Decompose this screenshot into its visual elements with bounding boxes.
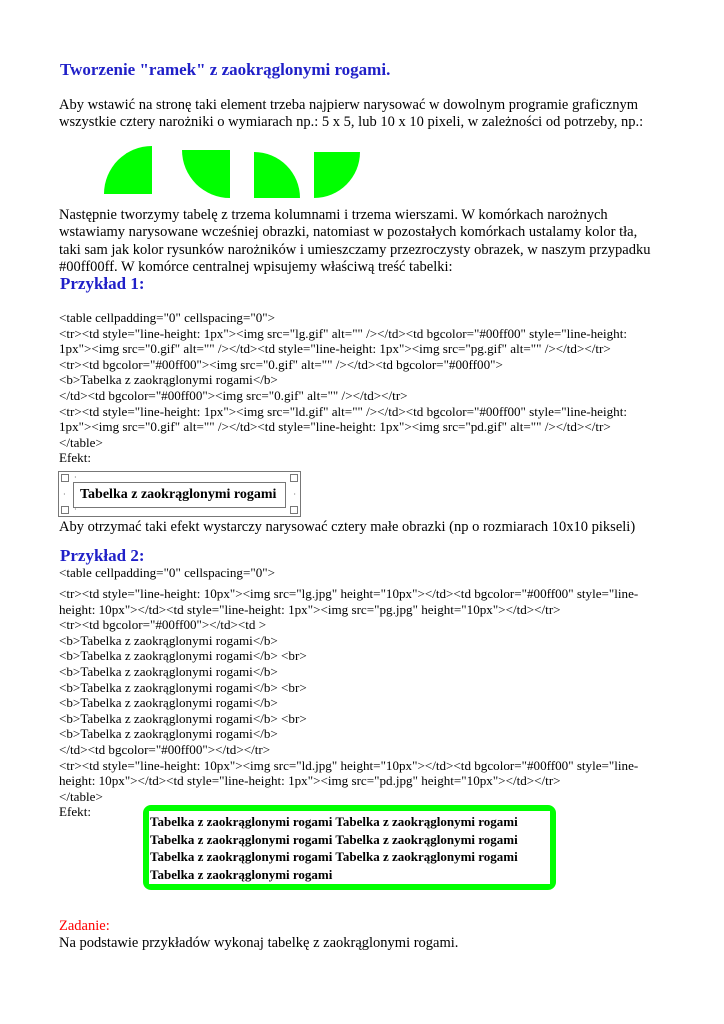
code-line: <tr><td style="line-height: 10px"><img src="ld.jpg" height="10px"></td><td bgcolor="#00ff00" style="line-	[59, 757, 639, 773]
code-line: <b>Tabelka z zaokrąglonymi rogami</b> <br>	[59, 679, 307, 695]
example2-heading: Przykład 2:	[60, 546, 145, 565]
corner-bottom-right-image	[314, 152, 360, 198]
task-text: Na podstawie przykładów wykonaj tabelkę z zaokrąglonymi rogami.	[59, 935, 459, 951]
corner-images	[104, 146, 364, 198]
image-placeholder-icon: ·	[293, 490, 296, 499]
image-placeholder-icon: ·	[74, 505, 77, 514]
code-line: height: 10px"></td><td style="line-height: 1px"><img src="pd.jpg" height="10px"></td></tr>	[59, 773, 561, 789]
corner-top-right-image	[254, 152, 300, 198]
page-title: Tworzenie "ramek" z zaokrąglonymi rogami.	[60, 60, 391, 79]
example2-code	[59, 586, 669, 820]
example1-effect-table	[58, 471, 301, 517]
box-line: Tabelka z zaokrąglonymi rogami Tabelka z zaokrąglonymi rogami	[150, 831, 518, 847]
description-line: #00ff00ff. W komórce centralnej wpisujemy właściwą treść tabelki:	[59, 258, 453, 275]
code-line: <tr><td style="line-height: 1px"><img src="ld.gif" alt="" /></td><td bgcolor="#00ff00" style="line-height:	[59, 403, 627, 419]
description-line: wstawiamy narysowane wcześniej obrazki, natomiast w pozostałych komórkach ustalamy kolor tła,	[59, 224, 638, 241]
code-line: </table>	[59, 434, 103, 450]
effect-label: Efekt:	[59, 804, 91, 820]
code-line: <b>Tabelka z zaokrąglonymi rogami</b>	[59, 726, 278, 742]
example1-code	[59, 310, 669, 466]
code-line: <b>Tabelka z zaokrąglonymi rogami</b>	[59, 632, 278, 648]
intro-line: Aby wstawić na stronę taki element trzeba najpierw narysować w dowolnym programie graficznym	[59, 97, 638, 113]
image-placeholder-icon: ·	[74, 473, 77, 482]
example1-center-cell	[73, 482, 286, 508]
code-line: <b>Tabelka z zaokrąglonymi rogami</b>	[59, 663, 278, 679]
image-placeholder-icon	[290, 474, 298, 482]
description-line: Następnie tworzymy tabelę z trzema kolumnami i trzema wierszami. W komórkach narożnych	[59, 207, 608, 223]
image-placeholder-icon: ·	[63, 490, 66, 499]
code-line: <tr><td bgcolor="#00ff00"><img src="0.gif" alt="" /></td><td bgcolor="#00ff00">	[59, 356, 503, 372]
code-line: <table cellpadding="0" cellspacing="0">	[59, 310, 275, 325]
code-line: <tr><td bgcolor="#00ff00"></td><td >	[59, 617, 267, 633]
example2-effect-box	[143, 805, 556, 890]
code-line: <b>Tabelka z zaokrąglonymi rogami</b>	[59, 695, 278, 711]
corner-bottom-left-image	[182, 150, 230, 198]
example1-table-text: Tabelka z zaokrąglonymi rogami	[80, 487, 277, 502]
image-placeholder-icon	[61, 506, 69, 514]
code-line: 1px"><img src="0.gif" alt="" /></td><td style="line-height: 1px"><img src="pg.gif" alt="" /></td></tr>	[59, 341, 611, 357]
description-paragraph	[59, 207, 669, 276]
example2-box-text	[150, 813, 518, 883]
code-line: </table>	[59, 788, 103, 804]
intro-line: wszystkie cztery narożniki o wymiarach np.: 5 x 5, lub 10 x 10 pixeli, w zależności od potrzeby, np.:	[59, 114, 644, 131]
code-line: <b>Tabelka z zaokrąglonymi rogami</b>	[59, 372, 278, 388]
effect-label: Efekt:	[59, 450, 91, 466]
image-placeholder-icon	[61, 474, 69, 482]
code-line: </td><td bgcolor="#00ff00"></td></tr>	[59, 741, 271, 757]
example2-code-top: <table cellpadding="0" cellspacing="0">	[59, 565, 275, 580]
code-line: <b>Tabelka z zaokrąglonymi rogami</b> <br>	[59, 648, 307, 664]
example2-box-content	[149, 811, 550, 884]
box-line: Tabelka z zaokrąglonymi rogami	[150, 866, 333, 882]
code-line: height: 10px"></td><td style="line-height: 1px"><img src="pg.jpg" height="10px"></td></tr>	[59, 601, 561, 617]
code-line: <b>Tabelka z zaokrąglonymi rogami</b> <br>	[59, 710, 307, 726]
corner-top-left-image	[104, 146, 152, 194]
code-line: 1px"><img src="0.gif" alt="" /></td><td style="line-height: 1px"><img src="pd.gif" alt="" /></td></tr>	[59, 419, 611, 435]
task-label: Zadanie:	[59, 918, 110, 934]
intro-paragraph	[59, 97, 669, 132]
code-line: <tr><td style="line-height: 10px"><img src="lg.jpg" height="10px"></td><td bgcolor="#00ff00" style="line-	[59, 586, 639, 601]
box-line: Tabelka z zaokrąglonymi rogami Tabelka z zaokrąglonymi rogami	[150, 849, 518, 864]
code-line: <tr><td style="line-height: 1px"><img src="lg.gif" alt="" /></td><td bgcolor="#00ff00" style="line-height:	[59, 325, 627, 341]
example1-after-text: Aby otrzymać taki efekt wystarczy narysować cztery małe obrazki (np o rozmiarach 10x10 pikseli)	[59, 519, 636, 535]
description-line: taki sam jak kolor rysunków narożników i umieszczamy przezroczysty obrazek, w naszym przypadku	[59, 241, 651, 258]
example1-heading: Przykład 1:	[60, 274, 145, 293]
code-line: </td><td bgcolor="#00ff00"><img src="0.gif" alt="" /></td></tr>	[59, 387, 408, 403]
image-placeholder-icon	[290, 506, 298, 514]
box-line: Tabelka z zaokrąglonymi rogami Tabelka z zaokrąglonymi rogami	[150, 814, 518, 829]
